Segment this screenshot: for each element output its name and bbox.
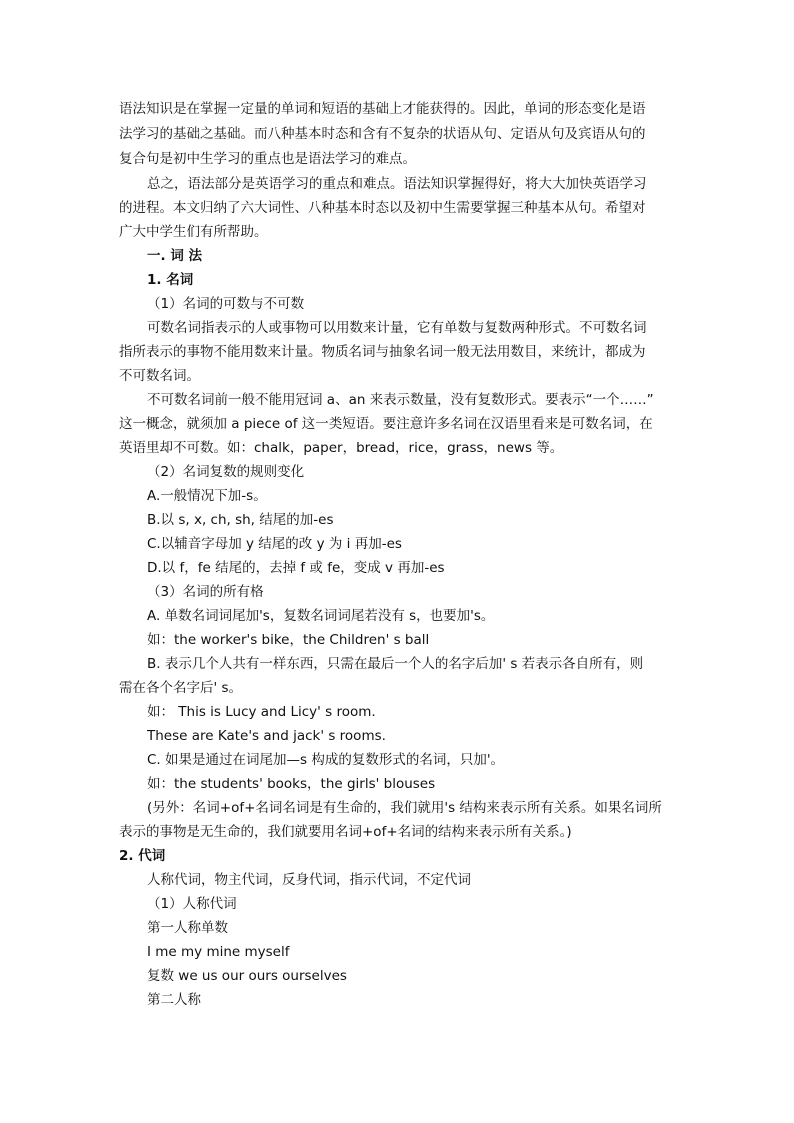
intro-paragraph-1-line-3: 复合句是初中生学习的重点也是语法学习的难点。 <box>119 151 416 167</box>
intro-paragraph-2-line-2: 的进程。本文归纳了六大词性、八种基本时态以及初中生需要掌握三种基本从句。希望对 <box>119 200 646 216</box>
section-heading-morphology: 一. 词 法 <box>147 248 203 264</box>
possessive-example-a: 如：the worker's bike，the Children' s ball <box>147 632 430 648</box>
pronoun-types: 人称代词，物主代词，反身代词，指示代词，不定代词 <box>147 872 471 888</box>
possessive-rule-c: C. 如果是通过在词尾加—s 构成的复数形式的名词，只加'。 <box>147 752 505 768</box>
intro-paragraph-2-line-3: 广大中学生们有所帮助。 <box>119 224 268 240</box>
noun-paragraph-2-line-3: 英语里却不可数。如：chalk，paper，bread，rice，grass，news 等。 <box>119 440 564 456</box>
intro-paragraph-1-line-2: 法学习的基础之基础。而八种基本时态和含有不复杂的状语从句、定语从句及宾语从句的 <box>119 126 646 142</box>
first-person-singular-forms: I me my mine myself <box>147 944 290 960</box>
heading-pronoun: 2. 代词 <box>119 848 166 864</box>
possessive-rule-b-line-1: B. 表示几个人共有一样东西，只需在最后一个人的名字后加' s 若表示各自所有，则 <box>147 656 644 672</box>
plural-rule-c: C.以辅音字母加 y 结尾的改 y 为 i 再加-es <box>147 536 402 552</box>
subheading-personal-pronoun: （1）人称代词 <box>147 896 237 912</box>
plural-rule-a: A.一般情况下加-s。 <box>147 488 267 504</box>
subheading-possessive: （3）名词的所有格 <box>147 584 264 600</box>
second-person-label: 第二人称 <box>147 992 201 1008</box>
noun-paragraph-1-line-2: 指所表示的事物不能用数来计量。物质名词与抽象名词一般无法用数目，来统计，都成为 <box>119 344 646 360</box>
possessive-example-b-1: 如： This is Lucy and Licy' s room. <box>147 704 376 720</box>
heading-noun: 1. 名词 <box>147 272 194 288</box>
possessive-example-c: 如：the students' books，the girls' blouses <box>147 776 436 792</box>
intro-paragraph-2-line-1: 总之，语法部分是英语学习的重点和难点。语法知识掌握得好，将大大加快英语学习 <box>147 176 647 192</box>
plural-rule-d: D.以 f，fe 结尾的，去掉 f 或 fe，变成 v 再加-es <box>147 560 445 576</box>
intro-paragraph-1-line-1: 语法知识是在掌握一定量的单词和短语的基础上才能获得的。因此，单词的形态变化是语 <box>119 101 646 117</box>
first-person-plural-forms: 复数 we us our ours ourselves <box>147 968 347 984</box>
noun-paragraph-2-line-2: 这一概念，就须加 a piece of 这一类短语。要注意许多名词在汉语里看来是可数名词，在 <box>119 416 653 432</box>
noun-paragraph-1-line-1: 可数名词指表示的人或事物可以用数来计量，它有单数与复数两种形式。不可数名词 <box>147 320 647 336</box>
possessive-example-b-2: These are Kate's and jack' s rooms. <box>147 728 386 744</box>
possessive-rule-b-line-2: 需在各个名字后' s。 <box>119 680 243 696</box>
first-person-singular-label: 第一人称单数 <box>147 920 228 936</box>
possessive-rule-a: A. 单数名词词尾加's，复数名词词尾若没有 s，也要加's。 <box>147 608 495 624</box>
subheading-plural-rules: （2）名词复数的规则变化 <box>147 464 305 480</box>
subheading-countable: （1）名词的可数与不可数 <box>147 296 305 312</box>
possessive-note-line-1: (另外：名词+of+名词名词是有生命的，我们就用's 结构来表示所有关系。如果名词所 <box>147 800 662 816</box>
noun-paragraph-1-line-3: 不可数名词。 <box>119 368 200 384</box>
noun-paragraph-2-line-1: 不可数名词前一般不能用冠词 a、an 来表示数量，没有复数形式。要表示“一个……” <box>147 392 654 408</box>
possessive-note-line-2: 表示的事物是无生命的，我们就要用名词+of+名词的结构来表示所有关系。) <box>119 824 572 840</box>
plural-rule-b: B.以 s, x, ch, sh, 结尾的加-es <box>147 512 334 528</box>
